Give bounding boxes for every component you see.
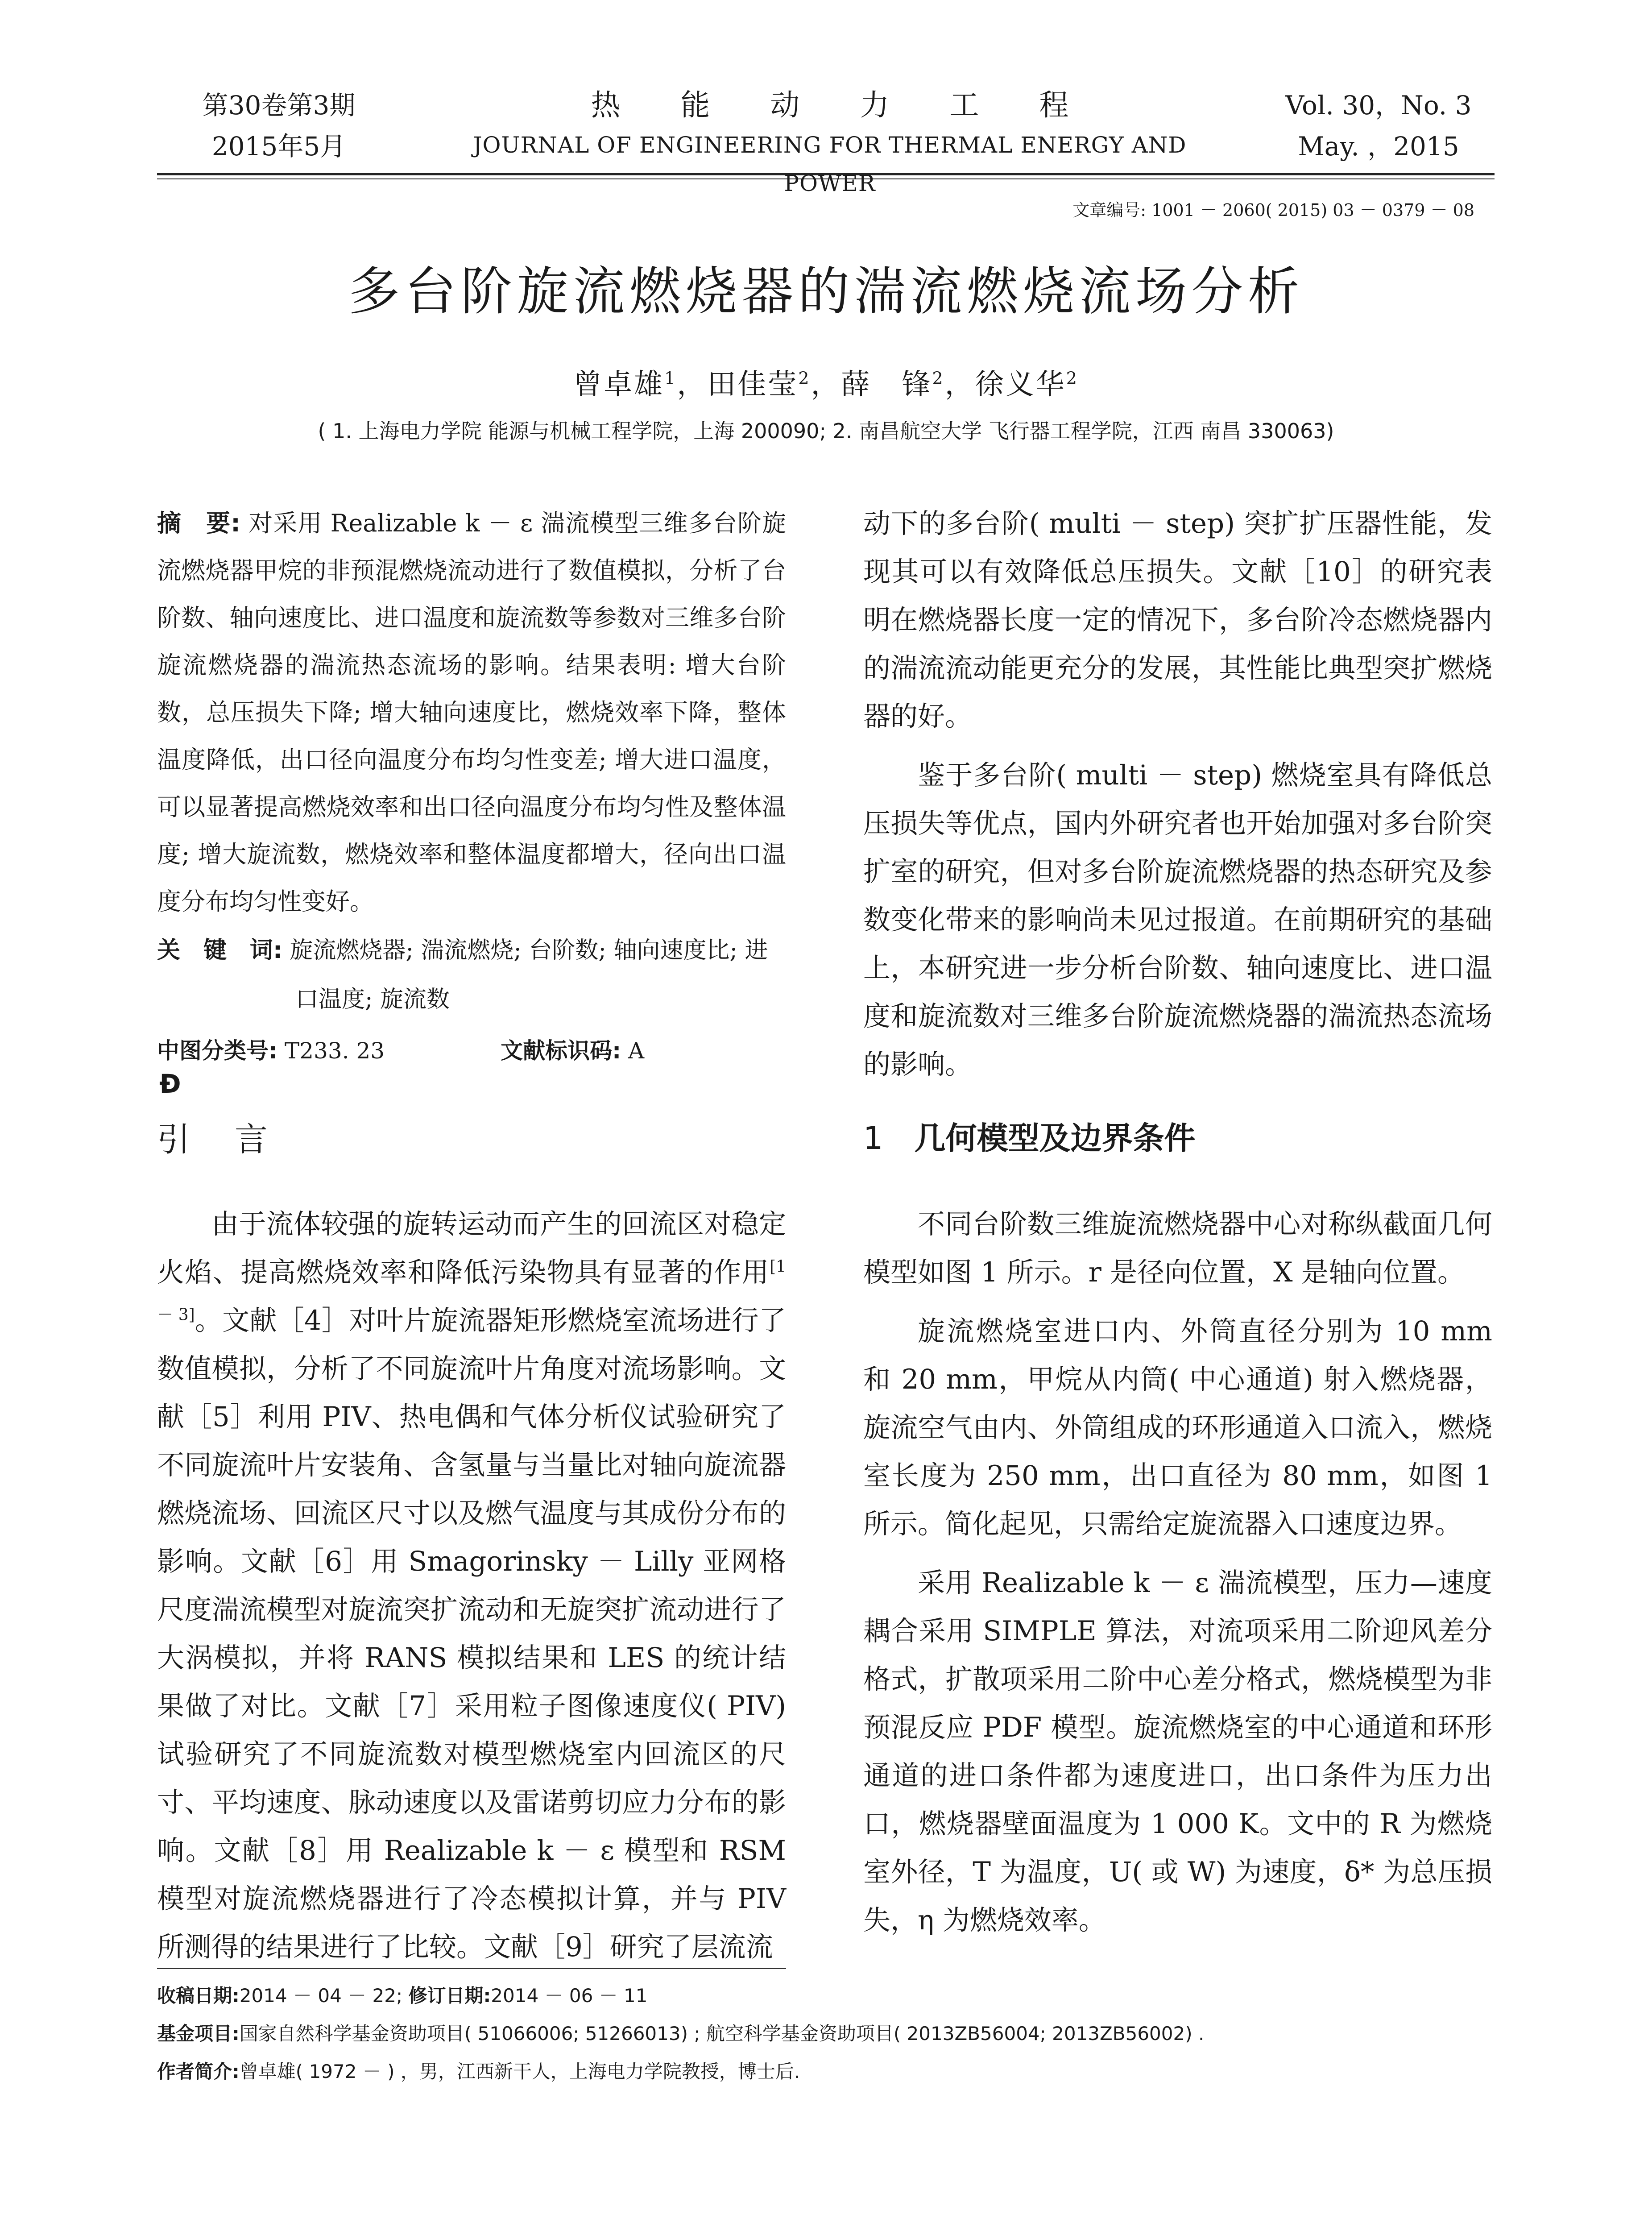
footnote-author — [157, 2057, 800, 2084]
received-label: 收稿日期: — [157, 1985, 240, 2007]
author-aff: 1 — [664, 368, 677, 388]
section1-number: 1 — [863, 1120, 883, 1157]
intro-paragraph — [157, 1200, 786, 1971]
intro-text-a: 由于流体较强的旋转运动而产生的回流区对稳定火焰、提高燃烧效率和降低污染物具有显著的作用 — [157, 1208, 786, 1288]
intro-body — [157, 1200, 786, 1971]
section1-paragraph-3: 采用 Realizable k － ε 湍流模型，压力—速度耦合采用 SIMPLE 算法，对流项采用二阶迎风差分格式，扩散项采用二阶中心差分格式，燃烧模型为非预混反应 PDF 模型。旋流燃烧室的中心通道和环形通道的进口条件都为速度进口，出口条件为压力出口，燃烧器壁面温度为 1 000 K。文中的 R 为燃烧室外径，T 为温度，U( 或 W) 为速度，δ* 为总压损失，η 为燃烧效率。 — [863, 1567, 1492, 1936]
fund-label: 基金项目: — [157, 2023, 240, 2044]
footnote-fund — [157, 2019, 1204, 2046]
paper-title: 多台阶旋流燃烧器的湍流燃烧流场分析 — [348, 261, 1304, 322]
header-journal — [437, 85, 1222, 203]
author-aff: 2 — [932, 368, 945, 388]
affiliations: ( 1. 上海电力学院 能源与机械工程学院，上海 200090; 2. 南昌航空大学 飞行器工程学院，江西 南昌 330063) — [318, 419, 1334, 443]
header-rule-thick — [157, 173, 1495, 175]
intro-text-b: 。文献［4］对叶片旋流器矩形燃烧室流场进行了数值模拟，分析了不同旋流叶片角度对流场影响。文献［5］利用 PIV、热电偶和气体分析仪试验研究了不同旋流叶片安装角、含氢量与当量比对轴向旋流器燃烧流场、回流区尺寸以及燃气温度与其成份分布的影响。文献［6］用 Smagorinsky － Lilly 亚网格尺度湍流模型对旋流突扩流动和无旋突扩流动进行了大涡模拟，并将 RANS 模拟结果和 LES 的统计结果做了对比。文献［7］采用粒子图像速度仪( PIV) 试验研究了不同旋流数对模型燃烧室内回流区的尺寸、平均速度、脉动速度以及雷诺剪切应力分布的影响。文献［8］用 Realizable k － ε 模型和 RSM 模型对旋流燃烧器进行了冷态模拟计算，并与 PIV 所测得的结果进行了比较。文献［9］研究了层流流 — [157, 1305, 786, 1963]
keywords-line2: 口温度; 旋流数 — [295, 986, 450, 1013]
header-rule-thin — [157, 178, 1495, 179]
footnote-rule — [157, 1968, 786, 1969]
abstract — [157, 500, 786, 925]
header-volume-en — [1263, 85, 1495, 167]
header-volume-cn: 第30卷第3期 — [202, 90, 356, 120]
header-date-en: May. ，2015 — [1298, 131, 1459, 162]
clc-value: T233. 23 — [284, 1038, 385, 1064]
author-aff: 2 — [798, 368, 811, 388]
clc-label: 中图分类号: — [157, 1038, 277, 1064]
header-volume-date — [176, 85, 381, 167]
keywords-label: 关 键 词: — [157, 937, 282, 964]
intro-continuation: 动下的多台阶( multi － step) 突扩扩压器性能，发现其可以有效降低总压损失。文献［10］的研究表明在燃烧器长度一定的情况下，多台阶冷态燃烧器内的湍流流动能更充分的发展，其性能比典型突扩燃烧器的好。 — [863, 508, 1492, 732]
right-column-top — [863, 500, 1492, 1089]
author-name: 曾卓雄 — [573, 368, 665, 401]
section1-body — [863, 1200, 1492, 1955]
revised-value: 2014 － 06 － 11 — [491, 1985, 648, 2007]
revised-label: 修订日期: — [408, 1985, 491, 2007]
header-volume-en-text: Vol. 30，No. 3 — [1285, 90, 1472, 120]
section1-title: 几何模型及边界条件 — [914, 1120, 1196, 1157]
author-name: 薛 锋 — [841, 368, 932, 401]
footnote-dates — [157, 1981, 647, 2008]
journal-title-cn: 热能动力工程 — [591, 88, 1129, 122]
section1-heading — [863, 1113, 1196, 1158]
author-name: 徐义华 — [975, 368, 1066, 401]
citation-ref: [1 － 3] — [157, 1257, 786, 1324]
doc-code-value: A — [628, 1038, 645, 1064]
keywords — [157, 926, 786, 1024]
journal-title-en: JOURNAL OF ENGINEERING FOR THERMAL ENERGY AND POWER — [473, 132, 1187, 196]
section1-paragraph-1: 不同台阶数三维旋流燃烧器中心对称纵截面几何模型如图 1 所示。r 是径向位置，X 是轴向位置。 — [863, 1208, 1492, 1288]
author-name: 田佳莹 — [707, 368, 799, 401]
doc-code-label: 文献标识码: — [501, 1038, 621, 1064]
fund-value: 国家自然科学基金资助项目( 51066006; 51266013) ; 航空科学基金资助项目( 2013ZB56004; 2013ZB56002) . — [239, 2023, 1205, 2044]
header-date-cn: 2015年5月 — [211, 131, 346, 162]
section1-paragraph-2: 旋流燃烧室进口内、外筒直径分别为 10 mm 和 20 mm，甲烷从内筒( 中心通道) 射入燃烧器，旋流空气由内、外筒组成的环形通道入口流入，燃烧室长度为 250 mm，出口直径为 80 mm，如图 1 所示。简化起见，只需给定旋流器入口速度边界。 — [863, 1315, 1492, 1540]
author-aff: 2 — [1066, 368, 1079, 388]
article-number: 文章编号: 1001 － 2060( 2015) 03 － 0379 － 08 — [1072, 200, 1474, 220]
abstract-text: 对采用 Realizable k － ε 湍流模型三维多台阶旋流燃烧器甲烷的非预混燃烧流动进行了数值模拟，分析了台阶数、轴向速度比、进口温度和旋流数等参数对三维多台阶旋流燃烧器的湍流热态流场的影响。结果表明: 增大台阶数，总压损失下降; 增大轴向速度比，燃烧效率下降，整体温度降低，出口径向温度分布均匀性变差; 增大进口温度，可以显著提高燃烧效率和出口径向温度分布均匀性及整体温度; 增大旋流数，燃烧效率和整体温度都增大，径向出口温度分布均匀性变好。 — [157, 509, 786, 916]
classification — [157, 1033, 786, 1069]
intro-paragraph-2: 鉴于多台阶( multi － step) 燃烧室具有降低总压损失等优点，国内外研究者也开始加强对多台阶突扩室的研究，但对多台阶旋流燃烧器的热态研究及参数变化带来的影响尚未见过报道。在前期研究的基础上，本研究进一步分析台阶数、轴向速度比、进口温度和旋流数对三维多台阶旋流燃烧器的湍流热态流场的影响。 — [863, 759, 1492, 1080]
author-list: 曾卓雄$^1$，田佳莹$^2$，薛 锋$^2$，徐义华$^2$ — [573, 368, 1079, 401]
author-bio-label: 作者简介: — [157, 2061, 240, 2082]
author-bio-value: 曾卓雄( 1972 － ) ，男，江西新干人，上海电力学院教授，博士后. — [239, 2061, 800, 2082]
keywords-line1: 旋流燃烧器; 湍流燃烧; 台阶数; 轴向速度比; 进 — [290, 937, 768, 964]
received-value: 2014 － 04 － 22; — [239, 1985, 409, 2007]
mark-glyph: Ð — [159, 1069, 181, 1099]
intro-heading: 引言 — [157, 1120, 312, 1159]
abstract-label: 摘 要: — [157, 509, 240, 537]
